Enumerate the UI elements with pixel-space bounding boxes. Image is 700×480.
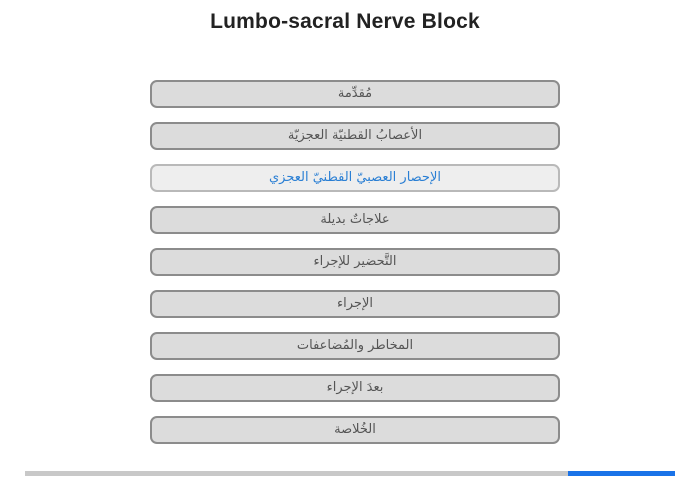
- menu-item-nerve-block[interactable]: الإحصار العصبيّ القطنيّ العجزي: [150, 164, 560, 192]
- menu-item-lumbosacral-nerves[interactable]: الأعصابُ القطنيّة العجزيّة: [150, 122, 560, 150]
- menu-item-summary[interactable]: الخُلاصة: [150, 416, 560, 444]
- menu-item-risks-complications[interactable]: المخاطر والمُضاعفات: [150, 332, 560, 360]
- chapter-menu: [150, 80, 560, 458]
- menu-item-preparation[interactable]: التَّحضير للإجراء: [150, 248, 560, 276]
- menu-item-introduction[interactable]: مُقدِّمة: [150, 80, 560, 108]
- menu-item-alternative-treatments[interactable]: علاجاتٌ بديلة: [150, 206, 560, 234]
- progress-bar-fill: [568, 471, 675, 476]
- page-title: Lumbo-sacral Nerve Block: [210, 10, 480, 33]
- menu-item-after-procedure[interactable]: بعدَ الإجراء: [150, 374, 560, 402]
- progress-bar: [25, 471, 675, 476]
- menu-item-procedure[interactable]: الإجراء: [150, 290, 560, 318]
